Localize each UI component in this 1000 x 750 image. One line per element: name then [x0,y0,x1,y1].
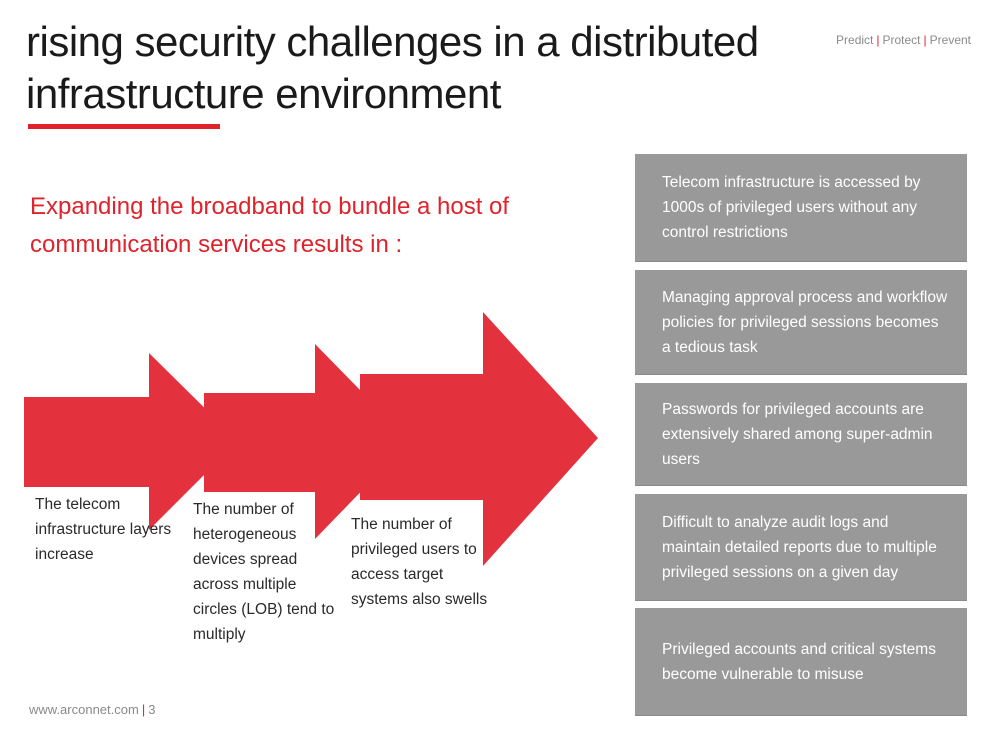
section-subtitle: Expanding the broadband to bundle a host of communication services results in : [30,193,510,258]
challenge-card-text: Privileged accounts and critical systems become vulnerable to misuse [662,640,936,683]
arrow-2-label: The number of heterogeneous devices spread across multiple circles (LOB) tend to multiply [193,501,335,643]
tagline-protect: Protect [882,33,921,47]
challenge-card-text: Passwords for privileged accounts are extensively shared among super-admin users [662,400,933,468]
tagline-separator: | [876,33,880,47]
page-title: rising security challenges in a distributed infrastructure environment [26,18,759,117]
arrow-1-label: The telecom infrastructure layers increase [35,496,172,563]
tagline-prevent: Prevent [929,33,971,47]
tagline-predict: Predict [836,33,874,47]
challenge-card-text: Telecom infrastructure is accessed by 1000s of privileged users without any control restrictions [662,174,921,241]
challenge-card-text: Difficult to analyze audit logs and maintain detailed reports due to multiple privileged sessions on a given day [662,513,937,581]
footer [29,702,155,717]
page-number: 3 [148,702,156,717]
arrow-3-label: The number of privileged users to access target systems also swells [351,516,488,608]
challenge-card-text: Managing approval process and workflow policies for privileged sessions becomes a tedious task [662,288,948,356]
challenge-card [635,494,967,601]
challenge-card [635,270,967,375]
footer-url: www.arconnet.com [29,702,139,717]
challenge-card [635,154,967,262]
tagline-separator: | [923,33,927,47]
challenge-card [635,608,967,716]
footer-separator: | [141,702,146,717]
challenge-card [635,383,967,486]
